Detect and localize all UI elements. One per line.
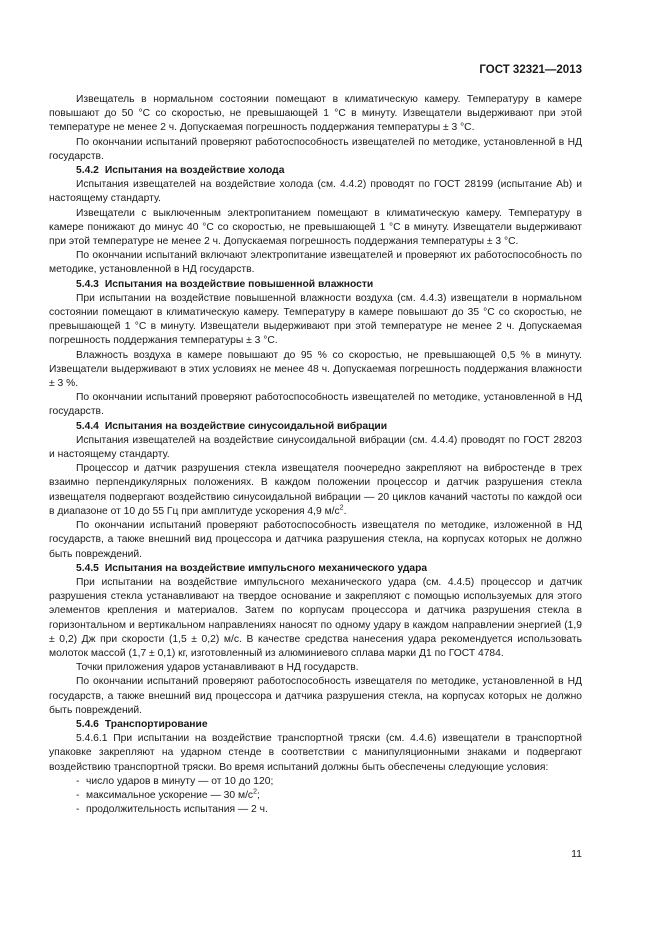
paragraph: По окончании испытаний проверяют работоспособность извещателей по методике, установленной в НД государств.: [49, 136, 582, 162]
paragraph: Процессор и датчик разрушения стекла извещателя поочередно закрепляют на вибростенде в трех взаимно перпендикулярных положениях. В каждом положении процессор и датчик разрушения стекла извещателя подвергают воздействию синусоидальной вибрации — 20 циклов качаний частоты по каждой оси в диапазоне от 10 до 55 Гц при амплитуде ускорения 4,9 $м/с^2$.: [49, 463, 582, 517]
section-title: Испытания на воздействие синусоидальной вибрации: [104, 420, 388, 432]
section-heading: [49, 562, 582, 576]
document-body: [49, 93, 582, 817]
paragraph: При испытании на воздействие импульсного механического удара (см. 4.4.5) процессор и датчик разрушения стекла устанавливают на твердое основание и закрепляют с помощью используемых для этого элементов крепления и материалов. Затем по корпусам процессора и датчика разрушения стекла в горизонтальном и вертикальном направлениях наносят по одному удару в каждом направлении энергией (1,9 ± 0,2) Дж при скорости (1,5 ± 0,2) м/с. В качестве средства нанесения удара рекомендуется использовать молоток массой (1,7 ± 0,1) кг, изготовленный из алюминиевого сплава марки Д1 по ГОСТ 4784.: [49, 576, 582, 659]
page-number: 11: [571, 848, 582, 860]
paragraph: По окончании испытаний включают электропитание извещателей и проверяют их работоспособность по методике, установленной в НД государств.: [49, 250, 582, 276]
paragraph: Извещатели с выключенным электропитанием помещают в климатическую камеру. Температуру в камере понижают до минус 40 °С со скоростью, не превышающей 1 °С в минуту. Извещатели выдерживают при этой температуре не менее 2 ч. Допускаемая погрешность поддержания температуры ± 3 °С.: [49, 207, 582, 248]
document-header-standard: ГОСТ 32321—2013: [479, 64, 582, 76]
paragraph: По окончании испытаний проверяют работоспособность извещателя по методике, установленной в НД государств, а также внешний вид процессора и датчика разрушения стекла, на корпусах которых не должно быть повреждений.: [49, 676, 582, 716]
section-number: 5.4.3: [76, 278, 99, 290]
section-heading: [49, 164, 582, 178]
paragraph: Извещатель в нормальном состоянии помещают в климатическую камеру. Температуру в камере повышают до 50 °С со скоростью, не превышающей 1 °С в минуту. Извещатели выдерживают при этой температуре не менее 2 ч. Допускаемая погрешность поддержания температуры ± 3 °С.: [49, 94, 582, 134]
list-item: - максимальное ускорение — 30 $м/с^2$;: [49, 789, 582, 803]
section-heading: [49, 718, 582, 732]
paragraph: Влажность воздуха в камере повышают до 95 % со скоростью, не превышающей 0,5 % в минуту. Извещатели выдерживают в этих условиях не менее 48 ч. Допускаемая погрешность поддержания влажности ± 3 %.: [49, 349, 582, 390]
list-item: - число ударов в минуту — от 10 до 120;: [49, 775, 582, 789]
section-title: Транспортирование: [104, 718, 208, 730]
list-item: - продолжительность испытания — 2 ч.: [49, 803, 582, 817]
section-number: 5.4.4: [76, 420, 99, 432]
paragraph: Точки приложения ударов устанавливают в НД государств.: [76, 662, 359, 674]
list-dash: -: [76, 789, 80, 801]
paragraph: 5.4.6.1 При испытании на воздействие транспортной тряски (см. 4.4.6) извещатели в транспортной упаковке закрепляют на ударном стенде в соответствии с манипуляционными знаками и подвергают воздействию транспортной тряски. Во время испытаний должны быть обеспечены следующие условия:: [49, 733, 582, 773]
section-title: Испытания на воздействие импульсного механического удара: [104, 562, 428, 574]
paragraph: При испытании на воздействие повышенной влажности воздуха (см. 4.4.3) извещатели в нормальном состоянии помещают в климатическую камеру. Температуру в камере повышают до 35 °С со скоростью, не превышающей 1 °С в минуту. Извещатели выдерживают при этой температуре не менее 2 ч. Допускаемая погрешность поддержания температуры ± 3 °С.: [49, 292, 582, 347]
paragraph: По окончании испытаний проверяют работоспособность извещателей по методике, установленной в НД государств.: [49, 392, 582, 418]
list-dash: -: [76, 775, 80, 787]
section-title: Испытания на воздействие повышенной влажности: [104, 278, 374, 290]
section-number: 5.4.6: [76, 718, 99, 730]
section-heading: [49, 420, 582, 434]
section-number: 5.4.5: [76, 562, 99, 574]
paragraph: По окончании испытаний проверяют работоспособность извещателя по методике, изложенной в НД государств, а также внешний вид процессора и датчика разрушения стекла, на корпусах которых не должно быть повреждений.: [49, 520, 582, 560]
paragraph: Испытания извещателей на воздействие синусоидальной вибрации (см. 4.4.4) проводят по ГОСТ 28203 и настоящему стандарту.: [49, 434, 582, 461]
paragraph: Испытания извещателей на воздействие холода (см. 4.4.2) проводят по ГОСТ 28199 (испытание Ab) и настоящему стандарту.: [49, 179, 582, 205]
section-heading: [49, 278, 582, 292]
section-title: Испытания на воздействие холода: [104, 165, 285, 177]
section-number: 5.4.2: [76, 165, 99, 177]
list-dash: -: [76, 804, 80, 816]
